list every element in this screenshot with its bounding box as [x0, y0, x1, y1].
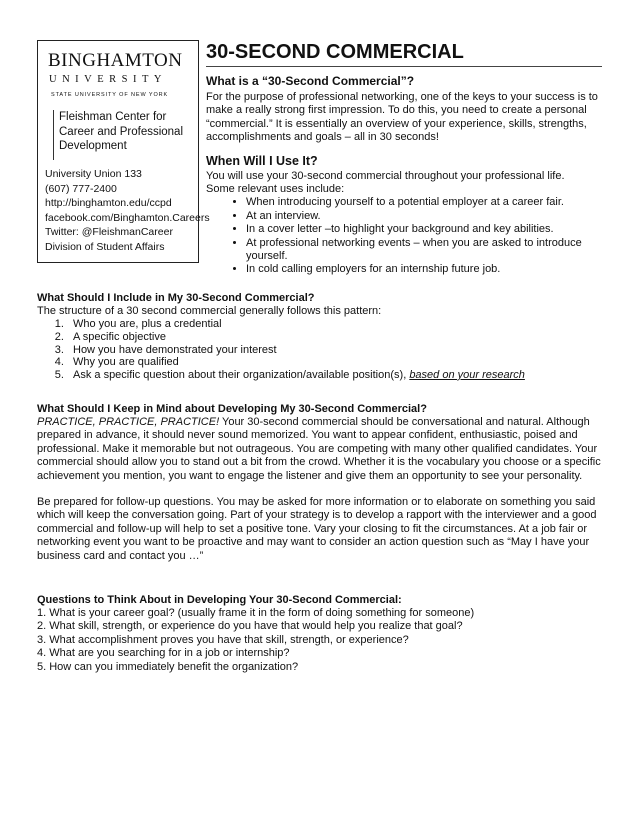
- center-name-block: [53, 110, 183, 160]
- contact-website: http://binghamton.edu/ccpd: [45, 197, 172, 209]
- research-emphasis: based on your research: [409, 368, 525, 381]
- list-item-text: Ask a specific question about their organization/available position(s),: [73, 368, 410, 381]
- logo-university-name: BINGHAMTON: [48, 50, 183, 71]
- keep-paragraph-1: [37, 416, 605, 483]
- contact-address: University Union 133: [45, 168, 142, 180]
- practice-emphasis: PRACTICE, PRACTICE, PRACTICE!: [37, 416, 220, 428]
- question-item: 3. What accomplishment proves you have that skill, strength, or experience?: [37, 633, 409, 646]
- contact-facebook: facebook.com/Binghamton.Careers: [45, 211, 210, 224]
- logo-university-word: UNIVERSITY: [49, 74, 167, 85]
- include-section: [37, 292, 605, 381]
- contact-division: Division of Student Affairs: [45, 240, 165, 253]
- what-is-heading: What is a “30-Second Commercial”?: [206, 74, 415, 88]
- page-title: 30-SECOND COMMERCIAL: [206, 40, 602, 67]
- list-item: • At professional networking events – when you are asked to introduce yourself.: [246, 237, 602, 264]
- contact-info: [45, 167, 210, 254]
- include-intro: The structure of a 30 second commercial generally follows this pattern:: [37, 305, 382, 317]
- when-heading: When Will I Use It?: [206, 153, 318, 168]
- keep-section: [37, 403, 605, 563]
- keep-heading: What Should I Keep in Mind about Developing My 30-Second Commercial?: [37, 403, 427, 415]
- list-item: • When introducing yourself to a potential employer at a career fair.: [246, 196, 602, 209]
- keep-paragraph-1-text: Your 30-second commercial should be conversational and natural. Although prepared in advance, it should never sound memorized. You want to appear confident, enthusiastic, poised and professional. Make it memorable but not outrageous. You are competing with many other qualified candidates. Your commercial should allow you to stand out a bit from the crowd. Whether it is the vocabulary you choose or a specific achievement you mention, you want to engage the listener and give them an opportunity to see your personality.: [37, 416, 601, 482]
- include-list: [37, 318, 605, 381]
- questions-heading: Questions to Think About in Developing Your 30-Second Commercial:: [37, 594, 402, 606]
- list-item: 3. How you have demonstrated your interest: [67, 344, 605, 357]
- intro-column: [206, 40, 602, 277]
- center-name-line: Fleishman Center for: [59, 111, 167, 123]
- list-item: • In a cover letter –to highlight your background and key abilities.: [246, 223, 602, 236]
- contact-twitter: Twitter: @FleishmanCareer: [45, 226, 173, 238]
- list-item: • At an interview.: [246, 210, 602, 223]
- uses-list: [206, 196, 602, 276]
- question-item: 2. What skill, strength, or experience do you have that would help you realize that goal?: [37, 620, 463, 633]
- logo-box: [37, 40, 210, 263]
- when-uses-intro: Some relevant uses include:: [206, 183, 345, 196]
- question-item: 5. How can you immediately benefit the organization?: [37, 660, 299, 673]
- center-name-line: Career and Professional: [59, 125, 184, 138]
- keep-paragraph-2: Be prepared for follow-up questions. You may be asked for more information or to elaborate on something you said which will keep the conversation going. Part of your strategy is to develop a rapport with the interviewer and a good commercial and follow-up will help to set a positive tone. Vary your closing to fit the circumstances. At a job fair or networking event you want to be proactive and may want to consider an action question such as “May I have your business card and contact you …”: [37, 496, 597, 562]
- contact-phone: (607) 777-2400: [45, 182, 117, 195]
- list-item: 2. A specific objective: [67, 331, 605, 344]
- logo-suny-line: STATE UNIVERSITY OF NEW YORK: [51, 92, 169, 98]
- list-item: 1. Who you are, plus a credential: [67, 318, 605, 331]
- list-item: [67, 369, 605, 382]
- what-is-text: For the purpose of professional networking, one of the keys to your success is to make a really strong first impression. To do this, you need to create a personal “commercial.” It is essentially an overview of your experience, skills, strengths, accomplishments and goals – all in 30 seconds!: [206, 91, 598, 144]
- questions-section: [37, 594, 605, 674]
- list-item: 4. Why you are qualified: [67, 356, 605, 369]
- center-name-line: Development: [59, 140, 127, 152]
- question-item: 1. What is your career goal? (usually frame it in the form of doing something for someone): [37, 607, 475, 619]
- when-text: You will use your 30-second commercial throughout your professional life.: [206, 169, 565, 182]
- question-item: 4. What are you searching for in a job or internship?: [37, 647, 290, 660]
- list-item: • In cold calling employers for an internship future job.: [246, 263, 602, 276]
- include-heading: What Should I Include in My 30-Second Commercial?: [37, 292, 315, 304]
